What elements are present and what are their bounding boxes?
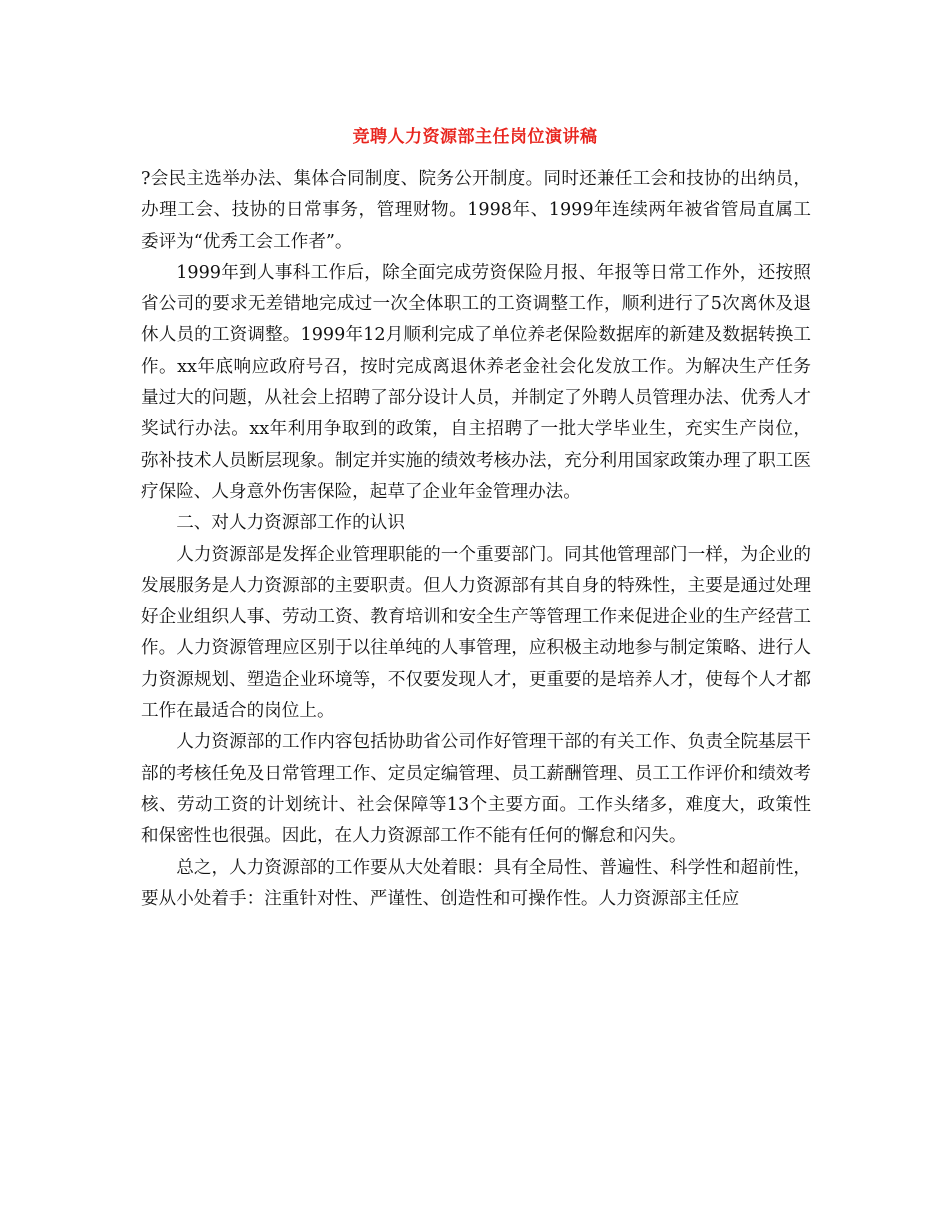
document-title: 竞聘人力资源部主任岗位演讲稿 <box>352 127 598 147</box>
paragraph: 人力资源部是发挥企业管理职能的一个重要部门。同其他管理部门一样，为企业的发展服务是人力资源部的主要职责。但人力资源部有其自身的特殊性，主要是通过处理好企业组织人事、劳动工资、教育培训和安全生产等管理工作来促进企业的生产经营工作。人力资源管理应区别于以往单纯的人事管理，应积极主动地参与制定策略、进行人力资源规划、塑造企业环境等，不仅要发现人才，更重要的是培养人才，使每个人才都工作在最适合的岗位上。 <box>141 544 811 722</box>
paragraph: 人力资源部的工作内容包括协助省公司作好管理干部的有关工作、负责全院基层干部的考核任免及日常管理工作、定员定编管理、员工薪酬管理、员工工作评价和绩效考核、劳动工资的计划统计、社会保障等13个主要方面。工作头绪多，难度大，政策性和保密性也很强。因此，在人力资源部工作不能有任何的懈怠和闪失。 <box>141 732 811 847</box>
paragraph: 总之，人力资源部的工作要从大处着眼：具有全局性、普遍性、科学性和超前性，要从小处着手：注重针对性、严谨性、创造性和可操作性。人力资源部主任应 <box>141 857 811 909</box>
section-heading: 二、对人力资源部工作的认识 <box>176 513 405 534</box>
document-body <box>141 164 811 915</box>
paragraph: ?会民主选举办法、集体合同制度、院务公开制度。同时还兼任工会和技协的出纳员，办理工会、技协的日常事务，管理财物。1998年、1999年连续两年被省管局直属工委评为“优秀工会工作者”。 <box>141 169 811 252</box>
paragraph: 1999年到人事科工作后，除全面完成劳资保险月报、年报等日常工作外，还按照省公司的要求无差错地完成过一次全体职工的工资调整工作，顺利进行了5次离休及退休人员的工资调整。1999年12月顺利完成了单位养老保险数据库的新建及数据转换工作。xx年底响应政府号召，按时完成离退休养老金社会化发放工作。为解决生产任务量过大的问题，从社会上招聘了部分设计人员，并制定了外聘人员管理办法、优秀人才奖试行办法。xx年利用争取到的政策，自主招聘了一批大学毕业生，充实生产岗位，弥补技术人员断层现象。制定并实施的绩效考核办法，充分利用国家政策办理了职工医疗保险、人身意外伤害保险，起草了企业年金管理办法。 <box>141 262 811 502</box>
